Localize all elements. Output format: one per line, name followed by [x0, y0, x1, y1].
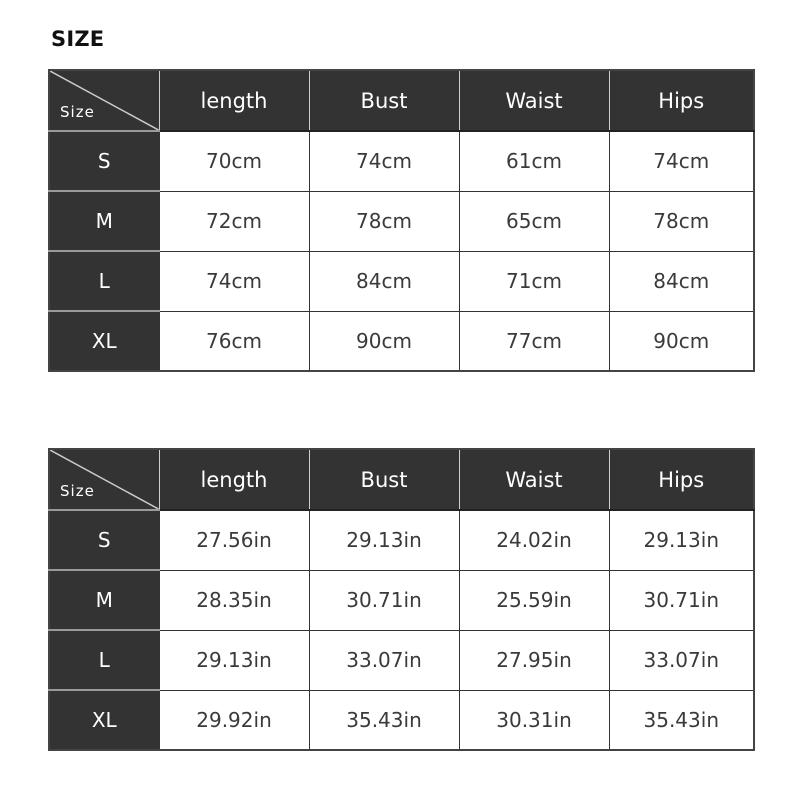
- header-length: length: [159, 70, 309, 131]
- header-length: length: [159, 449, 309, 510]
- size-column-label: Size: [60, 482, 95, 500]
- hips-cell: 84cm: [609, 251, 754, 311]
- size-column-label: Size: [60, 103, 95, 121]
- waist-cell: 25.59in: [459, 570, 609, 630]
- hips-cell: 35.43in: [609, 690, 754, 750]
- waist-cell: 61cm: [459, 131, 609, 191]
- size-label: XL: [49, 690, 159, 750]
- length-cell: 70cm: [159, 131, 309, 191]
- header-waist: Waist: [459, 449, 609, 510]
- table-row: [49, 570, 754, 630]
- table-row: [49, 251, 754, 311]
- length-cell: 27.56in: [159, 510, 309, 570]
- corner-header-cell: [49, 449, 159, 510]
- bust-cell: 84cm: [309, 251, 459, 311]
- size-label: XL: [49, 311, 159, 371]
- waist-cell: 65cm: [459, 191, 609, 251]
- length-cell: 74cm: [159, 251, 309, 311]
- bust-cell: 29.13in: [309, 510, 459, 570]
- length-cell: 28.35in: [159, 570, 309, 630]
- bust-cell: 30.71in: [309, 570, 459, 630]
- waist-cell: 30.31in: [459, 690, 609, 750]
- header-bust: Bust: [309, 449, 459, 510]
- waist-cell: 27.95in: [459, 630, 609, 690]
- waist-cell: 77cm: [459, 311, 609, 371]
- table-row: [49, 191, 754, 251]
- hips-cell: 78cm: [609, 191, 754, 251]
- header-hips: Hips: [609, 449, 754, 510]
- diagonal-divider-icon: [50, 71, 159, 130]
- size-label: S: [49, 510, 159, 570]
- hips-cell: 29.13in: [609, 510, 754, 570]
- length-cell: 29.13in: [159, 630, 309, 690]
- waist-cell: 24.02in: [459, 510, 609, 570]
- bust-cell: 35.43in: [309, 690, 459, 750]
- table-row: [49, 690, 754, 750]
- size-table-cm: [48, 69, 755, 372]
- size-label: L: [49, 251, 159, 311]
- header-row: [49, 449, 754, 510]
- bust-cell: 90cm: [309, 311, 459, 371]
- header-bust: Bust: [309, 70, 459, 131]
- size-table-inches: [48, 448, 755, 751]
- waist-cell: 71cm: [459, 251, 609, 311]
- size-label: M: [49, 570, 159, 630]
- size-label: M: [49, 191, 159, 251]
- length-cell: 29.92in: [159, 690, 309, 750]
- hips-cell: 30.71in: [609, 570, 754, 630]
- table-row: [49, 630, 754, 690]
- header-row: [49, 70, 754, 131]
- corner-header-cell: [49, 70, 159, 131]
- hips-cell: 33.07in: [609, 630, 754, 690]
- size-label: S: [49, 131, 159, 191]
- table-row: [49, 510, 754, 570]
- bust-cell: 33.07in: [309, 630, 459, 690]
- bust-cell: 74cm: [309, 131, 459, 191]
- header-hips: Hips: [609, 70, 754, 131]
- hips-cell: 90cm: [609, 311, 754, 371]
- size-label: L: [49, 630, 159, 690]
- bust-cell: 78cm: [309, 191, 459, 251]
- diagonal-divider-icon: [50, 450, 159, 509]
- header-waist: Waist: [459, 70, 609, 131]
- length-cell: 72cm: [159, 191, 309, 251]
- table-row: [49, 311, 754, 371]
- page-title: SIZE: [51, 27, 105, 51]
- table-row: [49, 131, 754, 191]
- length-cell: 76cm: [159, 311, 309, 371]
- hips-cell: 74cm: [609, 131, 754, 191]
